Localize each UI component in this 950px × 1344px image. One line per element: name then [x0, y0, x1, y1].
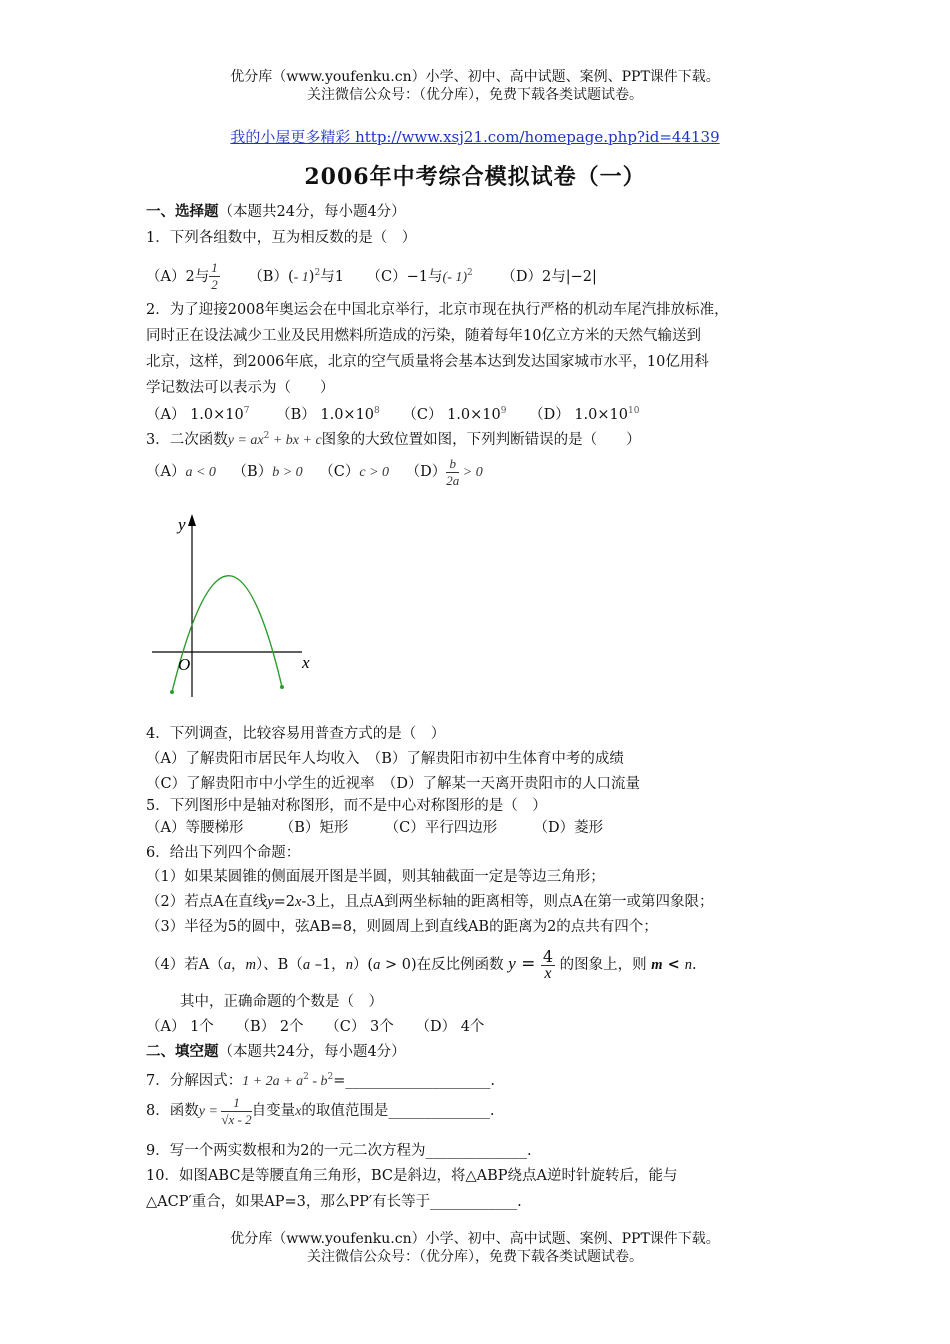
q8-stem: 8．函数	[146, 1103, 199, 1119]
q6-p4-a: （4）若A（	[146, 957, 224, 973]
q1-options	[146, 254, 597, 297]
q6-p2-c: -3上，且点A到两坐标轴的距离相等，则点A在第一或第四象限；	[301, 894, 714, 910]
q2-option-c: （C） 1.0×10	[402, 406, 501, 423]
q4-stem: 4．下列调查，比较容易用普查方式的是（ ）	[146, 726, 446, 742]
q6-stem: 6．给出下列四个命题：	[146, 845, 301, 861]
parabola-graph	[152, 512, 332, 702]
footer-line-2: 关注微信公众号：（优分库），免费下载各类试题试卷。	[307, 1249, 643, 1265]
q1-option-a: （A）2与	[146, 268, 210, 285]
q3-c-math: c > 0	[359, 465, 390, 480]
q2-c-sup: 9	[500, 406, 507, 416]
q2-option-a: （A） 1.0×10	[146, 406, 244, 423]
q2-line-2: 同时正在设法减少工业及民用燃料所造成的污染，随着每年10亿立方米的天然气输送到	[146, 328, 701, 344]
q8-text: 自变量	[251, 1103, 296, 1119]
x-axis-label: x	[302, 653, 310, 672]
q3-formula-sup: 2	[263, 431, 270, 441]
header-line-1: 优分库（www.youfenku.cn）小学、初中、高中试题、案例、PPT课件下载。	[230, 69, 720, 85]
curve-endpoint-right	[280, 685, 284, 689]
q3-option-d: （D）	[405, 464, 447, 480]
q4-options-2: （C）了解贵阳市中小学生的近视率 （D）了解某一天离开贵阳市的人口流量	[146, 776, 640, 792]
q8	[146, 1092, 494, 1131]
curve-endpoint-left	[170, 690, 174, 694]
homepage-link[interactable]: 我的小屋更多精彩 http://www.xsj21.com/homepage.php?id=44139	[230, 128, 720, 146]
q1-frac-num: 1	[211, 260, 218, 276]
q6-p4-a1: a	[223, 957, 231, 973]
q3-formula-b: + bx + c	[269, 432, 322, 448]
q3-d-fraction	[446, 456, 459, 489]
q3-formula: y = ax	[227, 432, 264, 448]
q8-math: y =	[198, 1104, 222, 1119]
q1-fraction	[209, 260, 220, 293]
q8-blank: 的取值范围是______________.	[301, 1103, 495, 1119]
y-axis-arrow	[188, 514, 196, 526]
q6-p2-y: y	[267, 894, 274, 910]
q3-stem-a: 3．二次函数	[146, 431, 228, 448]
q2-line-1: 2．为了迎接2008年奥运会在中国北京举行，北京市现在执行严格的机动车尾汽排放标准，	[146, 302, 729, 318]
q5-options: （A）等腰梯形 （B）矩形 （C）平行四边形 （D）菱形	[146, 820, 604, 836]
q7-sup-1: 2	[303, 1072, 309, 1082]
section1-heading	[146, 202, 406, 222]
q6-p2-x: x	[295, 894, 302, 910]
q6-proposition-4	[146, 944, 697, 985]
q6-p2-b: =2	[273, 894, 296, 910]
q3-b-math: b > 0	[272, 465, 303, 480]
q1-b-paren: )	[308, 268, 315, 285]
q6-p4-y: y	[508, 954, 516, 973]
homepage-link-row	[0, 126, 950, 147]
q2-option-b: （B） 1.0×10	[276, 406, 375, 423]
q2-b-sup: 8	[374, 406, 380, 416]
q7	[146, 1067, 495, 1092]
q6-p2-a: （2）若点A在直线	[146, 894, 268, 910]
q2-line-3: 北京，这样，到2006年底，北京的空气质量将会基本达到发达国家城市水平，10亿用科	[146, 354, 709, 370]
q3-d-den: 2a	[446, 472, 460, 488]
q1-b-sup: 2	[314, 268, 321, 278]
q6-proposition-3: （3）半径为5的圆中，弦AB=8，则圆周上到直线AB的距离为2的点共有四个；	[146, 919, 658, 935]
page-title: 2006年中考综合模拟试卷（一）	[304, 164, 646, 190]
q3-option-c: （C）	[319, 464, 360, 480]
q8-den: √x - 2	[221, 1111, 252, 1127]
q3-options	[146, 452, 483, 493]
q5-stem: 5．下列图形中是轴对称图形，而不是中心对称图形的是（ ）	[146, 798, 547, 814]
q6-p4-a2: a	[302, 957, 311, 973]
q3-d-num: b	[446, 456, 459, 473]
q1-option-d: （D）2与|−2|	[501, 268, 597, 285]
q1-frac-den: 2	[211, 277, 218, 293]
q6-p4-d: –1，	[310, 957, 346, 973]
section2-label: 二、填空题	[146, 1043, 219, 1060]
q6-p4-f: > 0)在反比例函数	[380, 957, 509, 973]
q6-p4-n: n	[345, 957, 353, 973]
header-line-2: 关注微信公众号：（优分库），免费下载各类试题试卷。	[307, 87, 643, 103]
footer-line-1: 优分库（www.youfenku.cn）小学、初中、高中试题、案例、PPT课件下载。	[230, 1231, 720, 1247]
q7-math-2: - b	[308, 1073, 328, 1089]
q3-d-tail: > 0	[459, 465, 483, 480]
q1-c-sup: 2	[467, 268, 473, 278]
q6-p4-den: x	[544, 964, 552, 982]
q8-x: x	[295, 1104, 302, 1119]
q3-a-math: a < 0	[185, 465, 216, 480]
origin-label: O	[178, 655, 191, 674]
q6-p4-g: 的图象上，则	[555, 957, 652, 973]
q7-stem: 7．分解因式：	[146, 1072, 243, 1089]
q6-p4-h: .	[692, 957, 697, 973]
q2-options	[146, 401, 639, 425]
q1-c-math: (- 1)	[442, 269, 468, 285]
q6-p4-e: ）(	[352, 957, 374, 973]
q3-option-b: （B）	[232, 464, 273, 480]
q1-stem: 1．下列各组数中，互为相反数的是（ ）	[146, 230, 417, 246]
q1-b-tail: 与1	[320, 268, 344, 285]
y-axis-label: y	[178, 515, 186, 534]
q2-a-sup: 7	[243, 406, 250, 416]
q2-d-sup: 10	[628, 406, 640, 416]
q6-p4-eq: =	[515, 954, 541, 974]
q2-line-4: 学记数法可以表示为（ ）	[146, 380, 335, 396]
q1-b-math: - 1	[293, 269, 309, 285]
q8-num: 1	[221, 1095, 251, 1112]
q7-blank: =____________________.	[333, 1072, 496, 1089]
q2-option-d: （D） 1.0×10	[529, 406, 628, 423]
q6-p4-c: ）、B（	[255, 957, 303, 973]
q4-options-1: （A）了解贵阳市居民年人均收入 （B）了解贵阳市初中生体育中考的成绩	[146, 751, 624, 767]
parabola-curve	[172, 576, 282, 692]
q6-p4-num: 4	[542, 946, 554, 966]
q6-p4-m2: m	[651, 957, 663, 973]
section2-note: （本题共24分，每小题4分）	[218, 1044, 406, 1060]
q10-line-2: △ACP′重合，如果AP=3，那么PP′有长等于____________.	[146, 1194, 522, 1210]
section1-note: （本题共24分，每小题4分）	[218, 204, 406, 220]
q6-p4-fraction	[541, 946, 555, 982]
q6-proposition-2	[146, 892, 714, 912]
q3-option-a: （A）	[146, 464, 186, 480]
q9: 9．写一个两实数根和为2的一元二次方程为______________.	[146, 1143, 532, 1159]
q10-line-1: 10．如图ABC是等腰直角三角形，BC是斜边，将△ABP绕点A逆时针旋转后，能与	[146, 1168, 678, 1184]
section1-label: 一、选择题	[146, 203, 219, 220]
q6-p4-b: ，	[230, 957, 246, 973]
q1-option-b: （B）(	[248, 268, 294, 285]
q6-p4-m: m	[245, 957, 256, 973]
q3-stem	[146, 426, 641, 451]
q7-sup-2: 2	[327, 1072, 334, 1082]
q8-fraction	[221, 1095, 251, 1128]
q1-option-c: （C）−1与	[366, 268, 443, 285]
q6-proposition-1: （1）如果某圆锥的侧面展开图是半圆，则其轴截面一定是等边三角形；	[146, 869, 605, 885]
q3-stem-b: 图象的大致位置如图，下列判断错误的是（ ）	[321, 431, 641, 448]
q6-ask: 其中，正确命题的个数是（ ）	[180, 994, 383, 1010]
q6-p4-lt: <	[662, 956, 685, 973]
section2-heading	[146, 1042, 406, 1062]
q7-math-1: 1 + 2a + a	[242, 1073, 304, 1089]
q6-options: （A） 1个 （B） 2个 （C） 3个 （D） 4个	[146, 1019, 485, 1035]
q6-p4-a3: a	[373, 957, 381, 973]
q6-p4-n2: n	[684, 957, 693, 973]
